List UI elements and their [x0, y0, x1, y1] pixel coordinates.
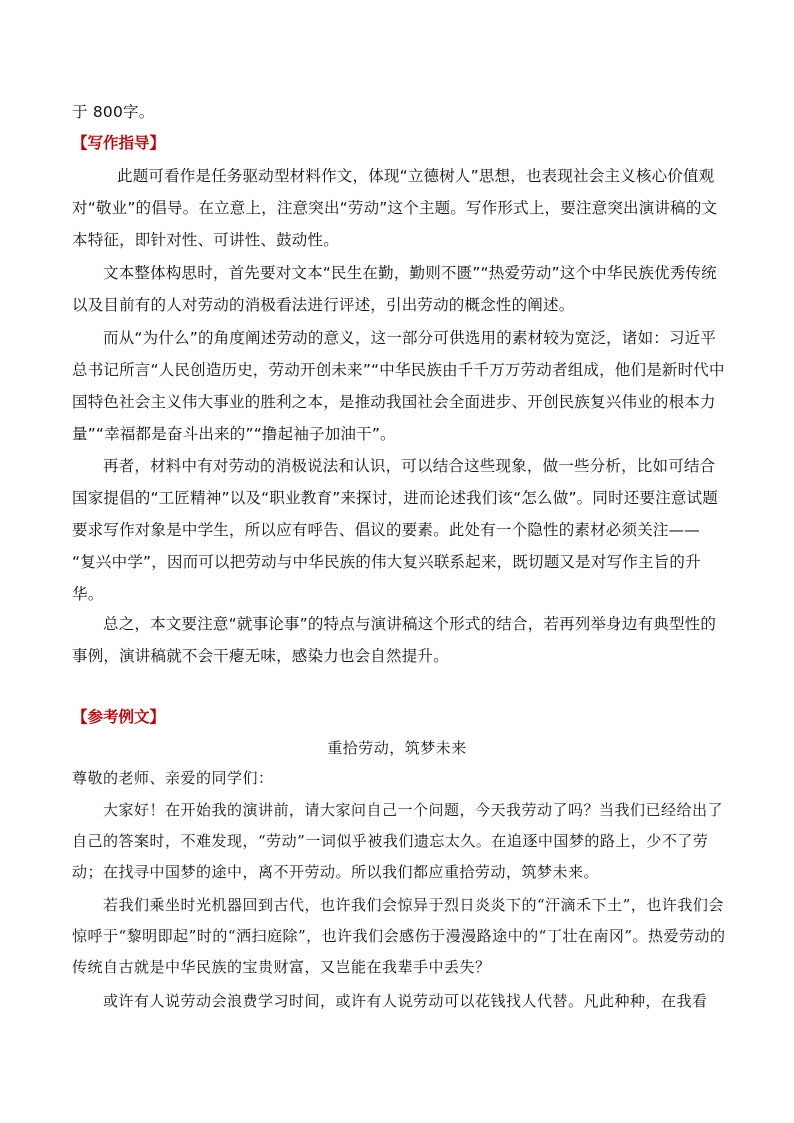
word-count-line: 于 800字。 [72, 103, 155, 121]
essay-title: 重拾劳动，筑梦未来 [327, 739, 467, 757]
guide-paragraph-4: 再者，材料中有对劳动的消极说法和认识，可以结合这些现象，做一些分析，比如可结合国家提倡的“工匠精神”以及“职业教育”来探讨，进而论述我们该“怎么做”。同时还要注意试题要求写作对象是中学生，所以应有呼告、倡议的要素。此处有一个隐性的素材必须关注—— “复兴中学”，因而可以把劳动与中华民族的伟大复兴联系起来，既切题又是对写作主旨的升华。 [72, 457, 718, 603]
essay-paragraph-1: 大家好！在开始我的演讲前，请大家问自己一个问题，今天我劳动了吗？当我们已经给出了自己的答案时，不难发现，“劳动”一词似乎被我们遗忘太久。在追逐中国梦的路上，少不了劳动；在找寻中国梦的途中，离不开劳动。所以我们都应重拾劳动，筑梦未来。 [72, 801, 724, 881]
guide-paragraph-5: 总之，本文要注意“就事论事”的特点与演讲稿这个形式的结合，若再列举身边有典型性的事例，演讲稿就不会干瘪无味，感染力也会自然提升。 [72, 615, 717, 665]
guide-paragraph-1: 此题可看作是任务驱动型材料作文，体现“立德树人”思想，也表现社会主义核心价值观对“敬业”的倡导。在立意上，注意突出“劳动”这个主题。写作形式上，要注意突出演讲稿的文本特征，即针对性、可讲性、鼓动性。 [72, 167, 718, 249]
guide-paragraph-2: 文本整体构思时，首先要对文本“民生在勤，勤则不匮”“热爱劳动”这个中华民族优秀传统以及目前有的人对劳动的消极看法进行评述，引出劳动的概念性的阐述。 [72, 264, 717, 314]
essay-paragraph-3: 或许有人说劳动会浪费学习时间，或许有人说劳动可以花钱找人代替。凡此种种，在我看 [103, 992, 708, 1010]
essay-greeting: 尊敬的老师、亲爱的同学们： [72, 769, 274, 787]
writing-guide-heading: 【写作指导】 [72, 134, 166, 152]
guide-paragraph-3: 而从“为什么”的角度阐述劳动的意义，这一部分可供选用的素材较为宽泛，诸如：习近平总书记所言“人民创造历史，劳动开创未来”“中华民族由千千万万劳动者组成，他们是新时代中国特色社会主义伟大事业的胜利之本，是推动我国社会全面进步、开创民族复兴伟业的根本力量”“幸福都是奋斗出来的”“撸起袖子加油干”。 [72, 329, 725, 443]
sample-essay-heading: 【参考例文】 [72, 708, 166, 726]
essay-paragraph-2: 若我们乘坐时光机器回到古代，也许我们会惊异于烈日炎炎下的“汗滴禾下土”，也许我们会惊呼于“黎明即起”时的“洒扫庭除”，也许我们会感伤于漫漫路途中的“丁壮在南冈”。热爱劳动的传统自古就是中华民族的宝贵财富，又岂能在我辈手中丢失？ [72, 896, 726, 976]
